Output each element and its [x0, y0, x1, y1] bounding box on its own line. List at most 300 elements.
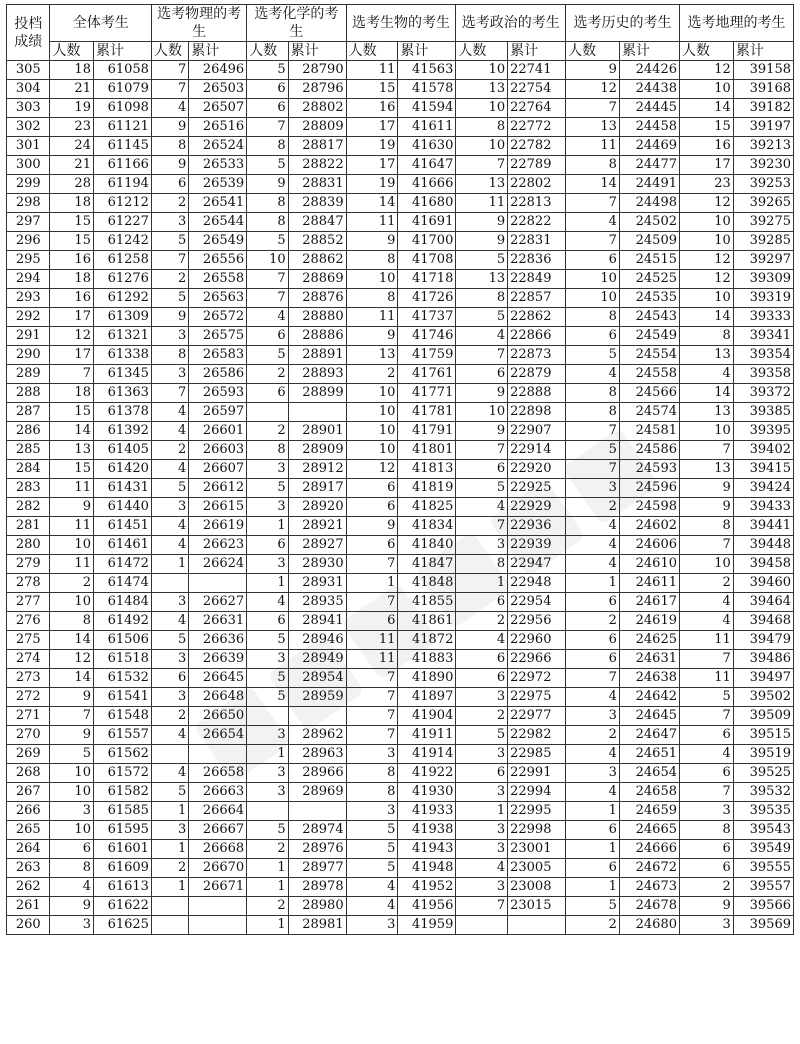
count-cell: 9 — [151, 308, 188, 327]
header-count: 人数 — [151, 42, 188, 61]
cumulative-cell: 24558 — [619, 365, 679, 384]
count-cell: 17 — [346, 118, 398, 137]
count-cell: 6 — [679, 840, 733, 859]
table-row — [7, 403, 794, 422]
cumulative-cell: 39385 — [733, 403, 793, 422]
count-cell: 17 — [50, 346, 93, 365]
count-cell: 13 — [566, 118, 620, 137]
count-cell: 3 — [346, 802, 398, 821]
count-cell: 3 — [247, 726, 288, 745]
score-cell: 261 — [7, 897, 50, 916]
count-cell: 6 — [679, 726, 733, 745]
count-cell: 4 — [566, 365, 620, 384]
count-cell: 13 — [346, 346, 398, 365]
count-cell — [247, 707, 288, 726]
count-cell: 11 — [679, 631, 733, 650]
cumulative-cell: 24619 — [619, 612, 679, 631]
table-row — [7, 726, 794, 745]
count-cell: 17 — [346, 156, 398, 175]
count-cell: 3 — [247, 764, 288, 783]
count-cell: 3 — [566, 707, 620, 726]
count-cell: 3 — [247, 555, 288, 574]
cumulative-cell: 61145 — [93, 137, 151, 156]
count-cell: 7 — [566, 422, 620, 441]
count-cell: 5 — [50, 745, 93, 764]
cumulative-cell: 24581 — [619, 422, 679, 441]
score-cell: 262 — [7, 878, 50, 897]
count-cell — [247, 403, 288, 422]
cumulative-cell: 61472 — [93, 555, 151, 574]
cumulative-cell: 41691 — [398, 213, 456, 232]
cumulative-cell: 24426 — [619, 61, 679, 80]
table-row — [7, 175, 794, 194]
cumulative-cell: 61613 — [93, 878, 151, 897]
count-cell: 7 — [151, 80, 188, 99]
count-cell: 2 — [151, 441, 188, 460]
count-cell: 5 — [566, 441, 620, 460]
score-cell: 272 — [7, 688, 50, 707]
count-cell: 11 — [50, 517, 93, 536]
count-cell: 1 — [151, 878, 188, 897]
count-cell: 6 — [151, 669, 188, 688]
count-cell: 8 — [247, 441, 288, 460]
cumulative-cell: 39309 — [733, 270, 793, 289]
cumulative-cell: 22822 — [508, 213, 566, 232]
cumulative-cell: 61212 — [93, 194, 151, 213]
cumulative-cell: 28949 — [288, 650, 346, 669]
cumulative-cell: 28912 — [288, 460, 346, 479]
cumulative-cell: 26496 — [189, 61, 247, 80]
count-cell: 5 — [346, 840, 398, 859]
count-cell: 18 — [50, 384, 93, 403]
count-cell — [247, 802, 288, 821]
count-cell: 9 — [346, 232, 398, 251]
count-cell: 3 — [247, 783, 288, 802]
count-cell: 1 — [566, 574, 620, 593]
header-group-biology: 选考生物的考生 — [346, 5, 456, 42]
score-cell: 290 — [7, 346, 50, 365]
cumulative-cell: 39285 — [733, 232, 793, 251]
count-cell: 8 — [679, 517, 733, 536]
header-cumulative: 累计 — [733, 42, 793, 61]
count-cell: 13 — [456, 80, 508, 99]
count-cell: 10 — [679, 232, 733, 251]
count-cell: 11 — [346, 650, 398, 669]
cumulative-cell: 39549 — [733, 840, 793, 859]
cumulative-cell: 41914 — [398, 745, 456, 764]
count-cell: 6 — [151, 175, 188, 194]
count-cell: 6 — [247, 99, 288, 118]
count-cell: 4 — [566, 555, 620, 574]
cumulative-cell: 61194 — [93, 175, 151, 194]
cumulative-cell: 61321 — [93, 327, 151, 346]
header-count: 人数 — [566, 42, 620, 61]
cumulative-cell: 39460 — [733, 574, 793, 593]
cumulative-cell: 26667 — [189, 821, 247, 840]
cumulative-cell: 41666 — [398, 175, 456, 194]
table-row — [7, 61, 794, 80]
count-cell: 7 — [346, 555, 398, 574]
cumulative-cell: 22772 — [508, 118, 566, 137]
cumulative-cell: 26648 — [189, 688, 247, 707]
cumulative-cell: 39532 — [733, 783, 793, 802]
score-cell: 267 — [7, 783, 50, 802]
header-count: 人数 — [679, 42, 733, 61]
cumulative-cell: 26544 — [189, 213, 247, 232]
cumulative-cell: 28927 — [288, 536, 346, 555]
count-cell: 10 — [566, 289, 620, 308]
count-cell: 10 — [346, 270, 398, 289]
count-cell: 1 — [456, 802, 508, 821]
cumulative-cell: 39230 — [733, 156, 793, 175]
count-cell: 2 — [151, 194, 188, 213]
cumulative-cell: 41611 — [398, 118, 456, 137]
cumulative-cell: 39519 — [733, 745, 793, 764]
table-row — [7, 460, 794, 479]
count-cell: 4 — [151, 726, 188, 745]
count-cell: 11 — [346, 61, 398, 80]
cumulative-cell: 39566 — [733, 897, 793, 916]
score-cell: 264 — [7, 840, 50, 859]
count-cell: 7 — [456, 346, 508, 365]
cumulative-cell: 28977 — [288, 859, 346, 878]
count-cell: 4 — [679, 745, 733, 764]
count-cell: 14 — [50, 669, 93, 688]
table-row — [7, 612, 794, 631]
cumulative-cell: 28796 — [288, 80, 346, 99]
score-cell: 283 — [7, 479, 50, 498]
cumulative-cell: 22954 — [508, 593, 566, 612]
cumulative-cell: 61292 — [93, 289, 151, 308]
table-row — [7, 289, 794, 308]
count-cell: 6 — [247, 384, 288, 403]
cumulative-cell: 41647 — [398, 156, 456, 175]
count-cell: 3 — [456, 536, 508, 555]
cumulative-cell: 24678 — [619, 897, 679, 916]
count-cell: 8 — [50, 612, 93, 631]
count-cell: 7 — [679, 650, 733, 669]
cumulative-cell: 22782 — [508, 137, 566, 156]
cumulative-cell: 28876 — [288, 289, 346, 308]
count-cell: 14 — [50, 631, 93, 650]
cumulative-cell: 39441 — [733, 517, 793, 536]
cumulative-cell: 26627 — [189, 593, 247, 612]
cumulative-cell: 28852 — [288, 232, 346, 251]
count-cell: 12 — [50, 650, 93, 669]
count-cell: 2 — [566, 498, 620, 517]
cumulative-cell: 26603 — [189, 441, 247, 460]
count-cell: 14 — [566, 175, 620, 194]
cumulative-cell: 24617 — [619, 593, 679, 612]
table-row — [7, 441, 794, 460]
count-cell: 8 — [456, 118, 508, 137]
count-cell: 1 — [247, 916, 288, 935]
cumulative-cell: 61378 — [93, 403, 151, 422]
table-row — [7, 422, 794, 441]
count-cell: 9 — [50, 726, 93, 745]
count-cell: 10 — [679, 555, 733, 574]
cumulative-cell: 39543 — [733, 821, 793, 840]
count-cell: 8 — [566, 384, 620, 403]
cumulative-cell: 26563 — [189, 289, 247, 308]
cumulative-cell: 41840 — [398, 536, 456, 555]
count-cell: 10 — [50, 764, 93, 783]
score-cell: 260 — [7, 916, 50, 935]
score-cell: 292 — [7, 308, 50, 327]
count-cell: 24 — [50, 137, 93, 156]
count-cell: 7 — [456, 441, 508, 460]
count-cell: 19 — [50, 99, 93, 118]
cumulative-cell: 24666 — [619, 840, 679, 859]
cumulative-cell: 61595 — [93, 821, 151, 840]
count-cell: 14 — [50, 422, 93, 441]
count-cell: 4 — [679, 612, 733, 631]
cumulative-cell: 22914 — [508, 441, 566, 460]
count-cell: 5 — [247, 479, 288, 498]
count-cell: 7 — [566, 99, 620, 118]
count-cell: 14 — [346, 194, 398, 213]
cumulative-cell: 26507 — [189, 99, 247, 118]
cumulative-cell: 26516 — [189, 118, 247, 137]
count-cell: 3 — [456, 878, 508, 897]
cumulative-cell: 24680 — [619, 916, 679, 935]
cumulative-cell: 24549 — [619, 327, 679, 346]
header-count: 人数 — [247, 42, 288, 61]
cumulative-cell: 61440 — [93, 498, 151, 517]
count-cell: 5 — [247, 232, 288, 251]
cumulative-cell: 28790 — [288, 61, 346, 80]
table-row — [7, 498, 794, 517]
table-row — [7, 783, 794, 802]
table-row — [7, 251, 794, 270]
cumulative-cell: 39569 — [733, 916, 793, 935]
cumulative-cell: 22956 — [508, 612, 566, 631]
cumulative-cell: 26607 — [189, 460, 247, 479]
count-cell: 7 — [247, 270, 288, 289]
cumulative-cell: 26615 — [189, 498, 247, 517]
cumulative-cell: 28847 — [288, 213, 346, 232]
cumulative-cell: 24611 — [619, 574, 679, 593]
cumulative-cell — [189, 574, 247, 593]
cumulative-cell: 26664 — [189, 802, 247, 821]
count-cell: 12 — [346, 460, 398, 479]
cumulative-cell: 26541 — [189, 194, 247, 213]
table-row — [7, 669, 794, 688]
cumulative-cell: 61518 — [93, 650, 151, 669]
count-cell: 6 — [566, 327, 620, 346]
cumulative-cell: 26645 — [189, 669, 247, 688]
cumulative-cell: 28891 — [288, 346, 346, 365]
count-cell: 5 — [346, 821, 398, 840]
cumulative-cell: 24672 — [619, 859, 679, 878]
score-cell: 268 — [7, 764, 50, 783]
table-row — [7, 194, 794, 213]
count-cell: 4 — [346, 878, 398, 897]
table-row — [7, 840, 794, 859]
count-cell: 13 — [679, 346, 733, 365]
count-cell: 2 — [456, 707, 508, 726]
cumulative-cell: 24535 — [619, 289, 679, 308]
cumulative-cell: 22998 — [508, 821, 566, 840]
cumulative-cell: 22929 — [508, 498, 566, 517]
cumulative-cell: 41938 — [398, 821, 456, 840]
header-group-history: 选考历史的考生 — [566, 5, 680, 42]
score-cell: 293 — [7, 289, 50, 308]
count-cell: 6 — [346, 536, 398, 555]
cumulative-cell: 41872 — [398, 631, 456, 650]
table-row — [7, 821, 794, 840]
count-cell: 10 — [346, 403, 398, 422]
count-cell: 7 — [679, 707, 733, 726]
score-cell: 279 — [7, 555, 50, 574]
cumulative-cell: 61242 — [93, 232, 151, 251]
count-cell: 6 — [346, 479, 398, 498]
count-cell: 2 — [566, 612, 620, 631]
cumulative-cell: 28931 — [288, 574, 346, 593]
count-cell: 8 — [346, 289, 398, 308]
cumulative-cell: 61276 — [93, 270, 151, 289]
cumulative-cell: 41890 — [398, 669, 456, 688]
cumulative-cell: 28917 — [288, 479, 346, 498]
count-cell: 3 — [456, 783, 508, 802]
cumulative-cell: 26586 — [189, 365, 247, 384]
table-row — [7, 479, 794, 498]
score-cell: 304 — [7, 80, 50, 99]
table-row — [7, 99, 794, 118]
count-cell: 1 — [346, 574, 398, 593]
cumulative-cell: 26558 — [189, 270, 247, 289]
cumulative-cell — [189, 916, 247, 935]
count-cell: 4 — [679, 365, 733, 384]
count-cell: 3 — [247, 498, 288, 517]
cumulative-cell: 22849 — [508, 270, 566, 289]
count-cell: 13 — [679, 460, 733, 479]
cumulative-cell: 28959 — [288, 688, 346, 707]
cumulative-cell: 22991 — [508, 764, 566, 783]
cumulative-cell: 28946 — [288, 631, 346, 650]
cumulative-cell: 28809 — [288, 118, 346, 137]
score-cell: 287 — [7, 403, 50, 422]
cumulative-cell: 26597 — [189, 403, 247, 422]
cumulative-cell: 61474 — [93, 574, 151, 593]
count-cell: 2 — [151, 707, 188, 726]
count-cell: 5 — [151, 479, 188, 498]
table-row — [7, 536, 794, 555]
count-cell: 12 — [566, 80, 620, 99]
count-cell: 2 — [247, 422, 288, 441]
cumulative-cell: 22985 — [508, 745, 566, 764]
count-cell: 9 — [346, 517, 398, 536]
cumulative-cell: 28935 — [288, 593, 346, 612]
cumulative-cell: 24610 — [619, 555, 679, 574]
cumulative-cell: 41578 — [398, 80, 456, 99]
cumulative-cell: 39458 — [733, 555, 793, 574]
cumulative-cell: 24651 — [619, 745, 679, 764]
cumulative-cell: 26671 — [189, 878, 247, 897]
cumulative-cell: 28981 — [288, 916, 346, 935]
cumulative-cell: 28893 — [288, 365, 346, 384]
cumulative-cell: 22764 — [508, 99, 566, 118]
score-cell: 277 — [7, 593, 50, 612]
count-cell: 15 — [679, 118, 733, 137]
score-cell: 300 — [7, 156, 50, 175]
cumulative-cell — [189, 745, 247, 764]
cumulative-cell: 41904 — [398, 707, 456, 726]
cumulative-cell: 61420 — [93, 460, 151, 479]
count-cell: 1 — [247, 745, 288, 764]
cumulative-cell: 26503 — [189, 80, 247, 99]
cumulative-cell: 26631 — [189, 612, 247, 631]
cumulative-cell: 41911 — [398, 726, 456, 745]
score-cell: 296 — [7, 232, 50, 251]
header-count: 人数 — [456, 42, 508, 61]
score-cell: 303 — [7, 99, 50, 118]
count-cell: 4 — [151, 612, 188, 631]
count-cell: 10 — [50, 536, 93, 555]
cumulative-cell: 39253 — [733, 175, 793, 194]
header-cumulative: 累计 — [398, 42, 456, 61]
cumulative-cell: 26663 — [189, 783, 247, 802]
cumulative-cell: 61227 — [93, 213, 151, 232]
cumulative-cell: 41726 — [398, 289, 456, 308]
count-cell: 18 — [50, 61, 93, 80]
cumulative-cell: 61338 — [93, 346, 151, 365]
header-count: 人数 — [50, 42, 93, 61]
cumulative-cell: 41771 — [398, 384, 456, 403]
count-cell: 15 — [50, 460, 93, 479]
cumulative-cell: 22802 — [508, 175, 566, 194]
cumulative-cell: 22813 — [508, 194, 566, 213]
cumulative-cell: 24665 — [619, 821, 679, 840]
count-cell: 1 — [247, 878, 288, 897]
count-cell: 3 — [456, 821, 508, 840]
count-cell: 5 — [247, 669, 288, 688]
cumulative-cell: 39395 — [733, 422, 793, 441]
count-cell: 3 — [151, 593, 188, 612]
cumulative-cell: 22831 — [508, 232, 566, 251]
count-cell: 18 — [50, 270, 93, 289]
score-cell: 266 — [7, 802, 50, 821]
count-cell: 19 — [346, 137, 398, 156]
count-cell: 2 — [346, 365, 398, 384]
score-cell: 305 — [7, 61, 50, 80]
cumulative-cell: 61548 — [93, 707, 151, 726]
header-group-all: 全体考生 — [50, 5, 151, 42]
cumulative-cell: 24659 — [619, 802, 679, 821]
count-cell: 3 — [566, 764, 620, 783]
cumulative-cell: 24477 — [619, 156, 679, 175]
count-cell: 2 — [679, 574, 733, 593]
cumulative-cell: 61562 — [93, 745, 151, 764]
cumulative-cell: 22960 — [508, 631, 566, 650]
cumulative-cell: 39358 — [733, 365, 793, 384]
count-cell: 13 — [456, 270, 508, 289]
cumulative-cell: 39415 — [733, 460, 793, 479]
count-cell: 8 — [679, 327, 733, 346]
count-cell: 16 — [346, 99, 398, 118]
cumulative-cell: 26650 — [189, 707, 247, 726]
count-cell: 9 — [456, 422, 508, 441]
count-cell: 5 — [247, 156, 288, 175]
count-cell: 4 — [566, 688, 620, 707]
cumulative-cell: 23005 — [508, 859, 566, 878]
cumulative-cell: 26636 — [189, 631, 247, 650]
cumulative-cell: 28969 — [288, 783, 346, 802]
count-cell: 8 — [456, 555, 508, 574]
cumulative-cell: 41594 — [398, 99, 456, 118]
cumulative-cell: 24647 — [619, 726, 679, 745]
header-cumulative: 累计 — [288, 42, 346, 61]
